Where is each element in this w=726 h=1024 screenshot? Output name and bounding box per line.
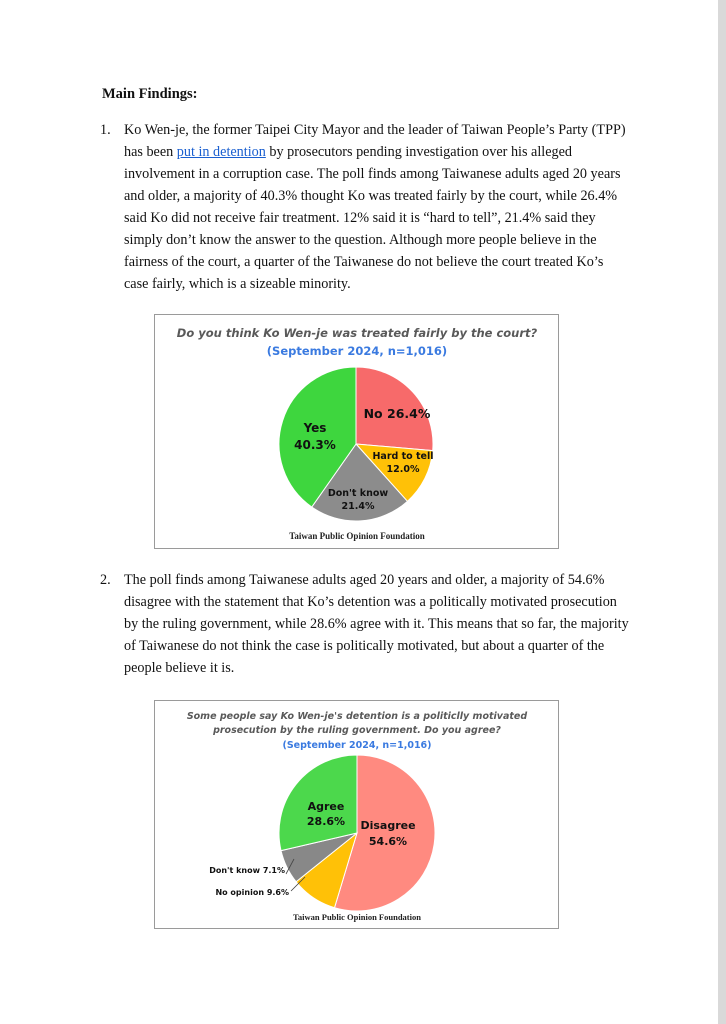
label-no: No 26.4% [363, 406, 431, 421]
chart-title-line-1: Some people say Ko Wen-je's detention is a politiclly motivated [186, 711, 528, 722]
main-findings-heading: Main Findings: [102, 86, 198, 102]
chart-subtitle: (September 2024, n=1,016) [266, 344, 448, 358]
label-dont-know: Don't know 7.1% [209, 866, 285, 875]
finding-1-text [124, 119, 630, 295]
chart-title-line-2: prosecution by the ruling government. Do you agree? [213, 725, 501, 736]
item-number: 1. [100, 122, 111, 138]
value-dont-know: 21.4% [341, 501, 375, 512]
chart-source: Taiwan Public Opinion Foundation [293, 912, 421, 922]
item-number: 2. [100, 572, 111, 588]
label-yes: Yes [303, 421, 327, 435]
text-segment: Ko Wen-je, the former Taipei City Mayor and the leader of Taiwan People’s Party (TPP) has been [124, 122, 626, 160]
label-hard-to-tell: Hard to tell [372, 451, 434, 462]
label-no-opinion: No opinion 9.6% [215, 888, 289, 897]
value-disagree: 54.6% [368, 835, 408, 848]
finding-2-text: The poll finds among Taiwanese adults aged 20 years and older, a majority of 54.6% disagree with the statement that Ko’s detention was a politically motivated prosecution by the ruling government, while 28.6% agree with it. This means that so far, the majority of Taiwanese do not think the case is politically motivated, but about a quarter of the people believe it is. [124, 572, 629, 676]
label-disagree: Disagree [360, 819, 416, 832]
detention-link[interactable]: put in detention [176, 144, 266, 160]
chart-title: Do you think Ko Wen-je was treated fairly by the court? [176, 326, 538, 340]
pie-chart-2 [279, 755, 435, 911]
chart-political-motivation [154, 700, 559, 929]
value-agree: 28.6% [306, 815, 346, 828]
chart-source: Taiwan Public Opinion Foundation [289, 531, 425, 541]
chart-subtitle: (September 2024, n=1,016) [282, 740, 432, 751]
chart-fair-treatment [154, 314, 559, 549]
finding-item-1 [100, 119, 630, 295]
value-yes: 40.3% [294, 438, 336, 452]
page-edge [718, 0, 726, 1024]
finding-item-2 [100, 569, 630, 679]
text-segment: by prosecutors pending investigation over his alleged involvement in a corruption case. The poll finds among Taiwanese adults aged 20 years and older, a majority of 40.3% thought Ko was treated fairly by the court, while 26.4% said Ko did not receive fair treatment. 12% said it is “hard to tell”, 21.4% said they simply don’t know the answer to the question. Although more people believe in the fairness of the court, a quarter of the Taiwanese do not believe the court treated Ko’s case fairly, which is a sizeable minority. [124, 144, 621, 292]
value-hard-to-tell: 12.0% [386, 464, 420, 475]
label-dont-know: Don't know [327, 488, 389, 499]
label-agree: Agree [307, 800, 345, 813]
